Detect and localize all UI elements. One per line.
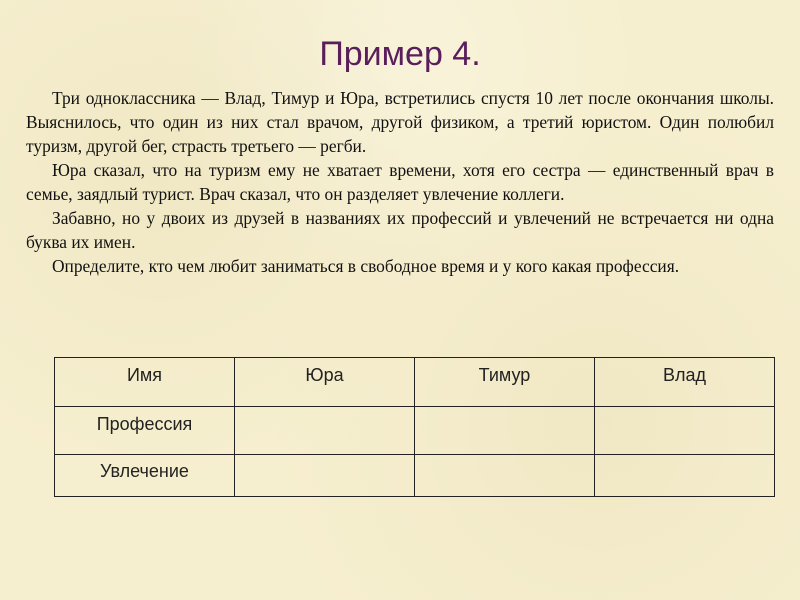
header-cell-timur: Тимур [415,358,595,407]
cell-profession-vlad [595,407,775,455]
answer-table [54,357,775,497]
row-label-hobby: Увлечение [55,455,235,497]
header-cell-yura: Юра [235,358,415,407]
table-row-hobby [55,455,775,497]
table-header-row [55,358,775,407]
table-row-profession [55,407,775,455]
problem-text [26,86,774,278]
paragraph-intro: Три одноклассника — Влад, Тимур и Юра, встретились спустя 10 лет после окончания школы. Выяснилось, что один из них стал врачом, другой физиком, а третий юристом. Один полюбил туризм, другой бег, страсть третьего — регби. [26,88,774,156]
cell-hobby-timur [415,455,595,497]
slide-title: Пример 4. [319,35,481,73]
row-label-profession: Профессия [55,407,235,455]
header-cell-vlad: Влад [595,358,775,407]
cell-hobby-yura [235,455,415,497]
paragraph-question: Определите, кто чем любит заниматься в свободное время и у кого какая профессия. [52,256,680,276]
cell-profession-yura [235,407,415,455]
header-cell-name: Имя [55,358,235,407]
cell-hobby-vlad [595,455,775,497]
paragraph-letters-clue: Забавно, но у двоих из друзей в названиях их профессий и увлечений не встречается ни одна буква их имен. [26,208,774,252]
paragraph-yura-statement: Юра сказал, что на туризм ему не хватает времени, хотя его сестра — единственный врач в семье, заядлый турист. Врач сказал, что он разделяет увлечение коллеги. [26,160,774,204]
cell-profession-timur [415,407,595,455]
